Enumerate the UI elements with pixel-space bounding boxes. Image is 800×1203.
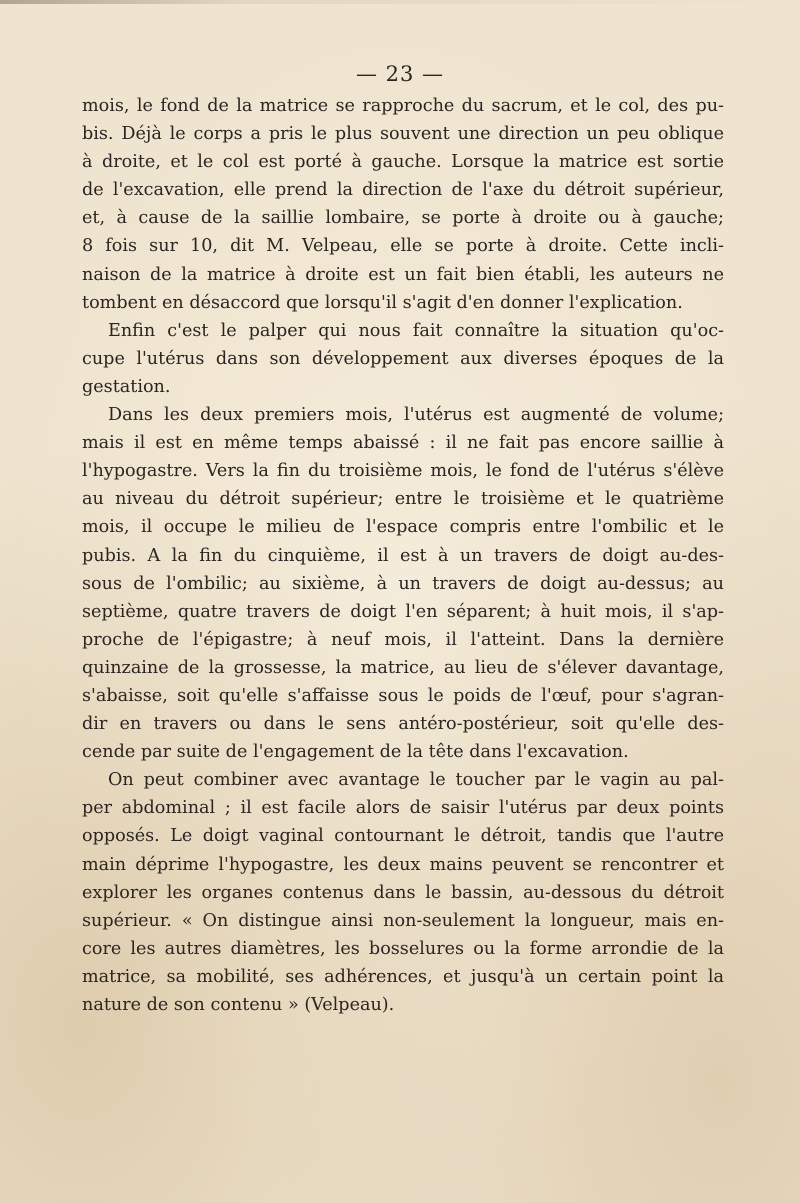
text-line: nature de son contenu » (Velpeau). xyxy=(82,995,395,1015)
text-line: core les autres diamètres, les bosselures ou la forme arrondie de la xyxy=(82,938,724,959)
text-line: mois, il occupe le milieu de l'espace compris entre l'ombilic et le xyxy=(82,517,724,538)
text-line: bis. Déjà le corps a pris le plus souvent une direction un peu oblique xyxy=(82,124,724,145)
text-line: Dans les deux premiers mois, l'utérus est augmenté de volume; xyxy=(108,405,724,426)
text-line: pubis. A la fin du cinquième, il est à un travers de doigt au-des- xyxy=(82,545,724,566)
text-line: On peut combiner avec avantage le toucher par le vagin au pal- xyxy=(108,770,724,791)
text-line: et, à cause de la saillie lombaire, se porte à droite ou à gauche; xyxy=(82,208,724,229)
text-line: l'hypogastre. Vers la fin du troisième mois, le fond de l'utérus s'élève xyxy=(82,461,724,482)
text-line: mois, le fond de la matrice se rapproche du sacrum, et le col, des pu- xyxy=(82,96,724,116)
text-line: 8 fois sur 10, dit M. Velpeau, elle se porte à droite. Cette incli- xyxy=(82,236,724,257)
text-line: quinzaine de la grossesse, la matrice, au lieu de s'élever davantage, xyxy=(82,657,724,678)
paragraph-2 xyxy=(82,317,724,401)
text-line: naison de la matrice à droite est un fait bien établi, les auteurs ne xyxy=(82,264,724,285)
text-line: à droite, et le col est porté à gauche. Lorsque la matrice est sortie xyxy=(82,152,724,173)
text-line: proche de l'épigastre; à neuf mois, il l'atteint. Dans la dernière xyxy=(82,629,724,650)
text-line: supérieur. « On distingue ainsi non-seulement la longueur, mais en- xyxy=(82,910,724,931)
paragraph-4 xyxy=(82,766,724,1019)
text-line: cupe l'utérus dans son développement aux diverses époques de la xyxy=(82,348,724,369)
page-number: — 23 — xyxy=(355,62,445,86)
text-line: de l'excavation, elle prend la direction de l'axe du détroit supérieur, xyxy=(82,180,724,201)
text-line: explorer les organes contenus dans le bassin, au-dessous du détroit xyxy=(82,882,724,903)
text-line: Enfin c'est le palper qui nous fait connaître la situation qu'oc- xyxy=(108,320,724,341)
text-line: matrice, sa mobilité, ses adhérences, et jusqu'à un certain point la xyxy=(82,966,724,987)
text-line: per abdominal ; il est facile alors de saisir l'utérus par deux points xyxy=(82,798,724,819)
body-text xyxy=(82,92,724,1019)
text-line: au niveau du détroit supérieur; entre le troisième et le quatrième xyxy=(82,489,724,510)
text-line: opposés. Le doigt vaginal contournant le détroit, tandis que l'autre xyxy=(82,826,724,847)
paragraph-3 xyxy=(82,401,724,766)
text-line: gestation. xyxy=(82,376,171,397)
page-edge-shadow xyxy=(0,0,800,4)
text-line: s'abaisse, soit qu'elle s'affaisse sous le poids de l'œuf, pour s'agran- xyxy=(82,685,724,706)
text-line: septième, quatre travers de doigt l'en séparent; à huit mois, il s'ap- xyxy=(82,601,724,622)
text-line: mais il est en même temps abaissé : il ne fait pas encore saillie à xyxy=(82,433,724,454)
text-line: dir en travers ou dans le sens antéro-postérieur, soit qu'elle des- xyxy=(82,714,724,735)
paragraph-1 xyxy=(82,92,724,317)
text-line: main déprime l'hypogastre, les deux mains peuvent se rencontrer et xyxy=(82,854,724,875)
text-line: tombent en désaccord que lorsqu'il s'agit d'en donner l'explication. xyxy=(82,292,683,313)
text-line: sous de l'ombilic; au sixième, à un travers de doigt au-dessus; au xyxy=(82,573,724,594)
text-line: cende par suite de l'engagement de la tête dans l'excavation. xyxy=(82,742,629,763)
